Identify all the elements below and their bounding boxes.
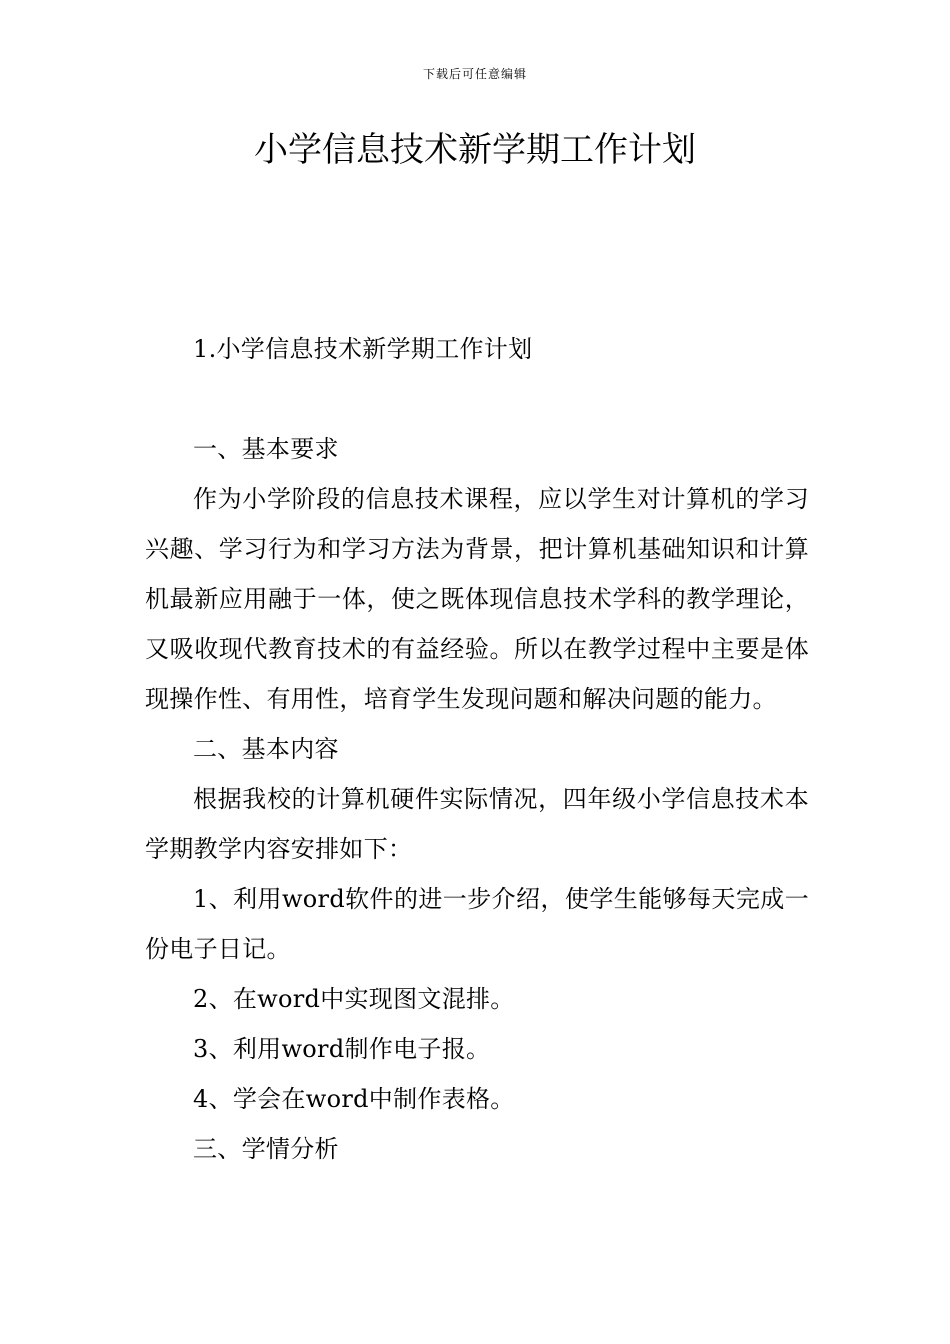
list-item-word-diary: 1、利用word软件的进一步介绍，使学生能够每天完成一份电子日记。 xyxy=(145,885,809,963)
document-body xyxy=(145,324,809,1174)
list-item-word-table: 4、学会在word中制作表格。 xyxy=(193,1085,515,1113)
page-title: 小学信息技术新学期工作计划 xyxy=(254,130,696,170)
paragraph-requirements: 作为小学阶段的信息技术课程，应以学生对计算机的学习兴趣、学习行为和学习方法为背景，把计算机基础知识和计算机最新应用融于一体，使之既体现信息技术学科的教学理论，又吸收现代教育技术的有益经验。所以在教学过程中主要是体现操作性、有用性，培育学生发现问题和解决问题的能力。 xyxy=(145,485,809,713)
document-subtitle: 1.小学信息技术新学期工作计划 xyxy=(193,335,533,363)
list-item-word-layout: 2、在word中实现图文混排。 xyxy=(193,985,515,1013)
paragraph-content-intro: 根据我校的计算机硬件实际情况，四年级小学信息技术本学期教学内容安排如下： xyxy=(145,785,809,863)
section-heading-basic-requirements: 一、基本要求 xyxy=(193,435,339,463)
list-item-word-newspaper: 3、利用word制作电子报。 xyxy=(193,1035,491,1063)
section-heading-basic-content: 二、基本内容 xyxy=(193,735,339,763)
download-note: 下载后可任意编辑 xyxy=(422,67,527,81)
section-heading-student-analysis: 三、学情分析 xyxy=(193,1135,339,1163)
